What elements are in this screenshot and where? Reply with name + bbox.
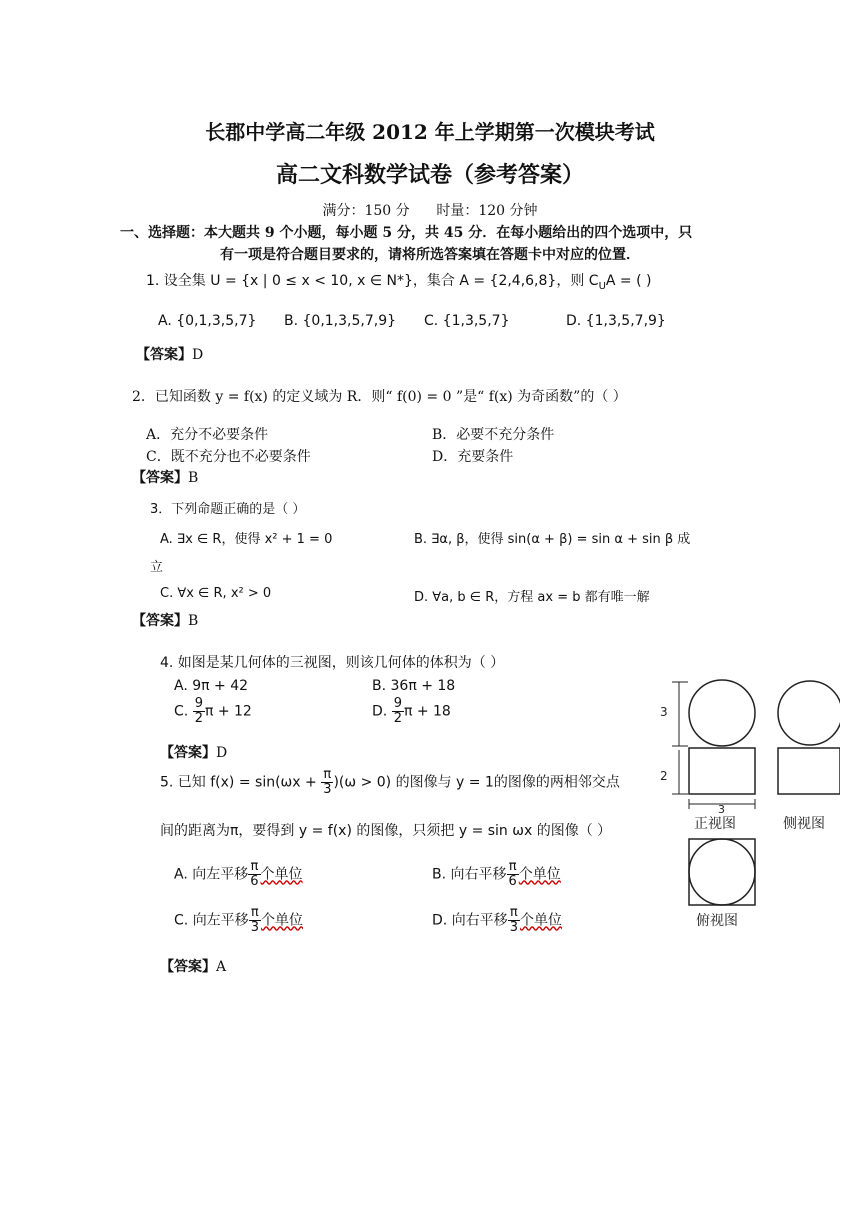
q4-stem: 4. 如图是某几何体的三视图，则该几何体的体积为（ ） xyxy=(160,655,505,671)
fraction-numerator: π xyxy=(248,860,260,875)
q4-option-d xyxy=(372,697,451,726)
q5-stem-fraction xyxy=(321,768,333,797)
three-view-figure xyxy=(650,672,840,942)
option-text: 向右平移 xyxy=(450,866,507,883)
q3-stem: 3．下列命题正确的是（ ） xyxy=(150,502,306,517)
q4-option-b: B. 36π + 18 xyxy=(372,678,456,694)
option-letter: B. xyxy=(432,866,447,883)
q3-option-b-wrap: 立 xyxy=(150,560,164,575)
fraction-denominator: 6 xyxy=(250,874,259,889)
option-text: 向左平移 xyxy=(192,912,249,929)
fraction-numerator: π xyxy=(507,860,519,875)
q5-option-b xyxy=(432,860,561,889)
exam-meta: 满分：150 分 时量：120 分钟 xyxy=(322,203,538,219)
answer-label: 【答案】 xyxy=(136,347,192,363)
q5-stem-line1 xyxy=(160,768,620,797)
q5-option-d xyxy=(432,906,562,935)
q1-stem-tail: A = ( ) xyxy=(605,273,652,289)
fraction-denominator: 2 xyxy=(194,711,203,726)
q4-option-a: A. 9π + 42 xyxy=(174,678,249,694)
section-heading-line1: 一、选择题：本大题共 9 个小题，每小题 5 分，共 45 分．在每小题给出的四个选项中，只 xyxy=(120,225,693,241)
q1-answer-value: D xyxy=(192,347,204,363)
q4-option-c-fraction xyxy=(193,697,205,726)
fraction-numerator: π xyxy=(249,906,261,921)
answer-label: 【答案】 xyxy=(132,470,188,486)
q5-option-c xyxy=(174,906,303,935)
option-unit: 个单位 xyxy=(519,912,562,929)
option-fraction xyxy=(508,906,520,935)
fraction-denominator: 3 xyxy=(323,782,332,797)
option-text: 向左平移 xyxy=(192,866,249,883)
q2-answer-value: B xyxy=(188,470,199,486)
q4-option-c-letter: C. xyxy=(174,703,189,720)
q3-option-b: B. ∃α, β，使得 sin(α + β) = sin α + sin β 成 xyxy=(414,532,691,547)
top-view-circle xyxy=(689,839,755,905)
q4-option-c xyxy=(174,697,252,726)
fraction-numerator: π xyxy=(321,768,333,783)
q1-stem-text: 1. 设全集 U = {x | 0 ≤ x < 10, x ∈ N*}，集合 A = {2,4,6,8}，则 C xyxy=(146,273,599,289)
label-front-view: 正视图 xyxy=(694,816,736,832)
q3-answer xyxy=(132,610,198,630)
q3-option-c: C. ∀x ∈ R, x² > 0 xyxy=(160,586,272,601)
q5-stem-a: 5. 已知 f(x) = sin(ωx + xyxy=(160,774,317,791)
q3-option-a: A. ∃x ∈ R，使得 x² + 1 = 0 xyxy=(160,532,333,547)
fraction-denominator: 6 xyxy=(508,874,517,889)
option-text: 向右平移 xyxy=(451,912,508,929)
front-view-circle xyxy=(689,680,755,746)
fraction-numerator: 9 xyxy=(393,696,402,711)
front-view-rect xyxy=(689,748,755,794)
q1-answer xyxy=(136,344,203,364)
answer-label: 【答案】 xyxy=(132,613,188,629)
fraction-denominator: 3 xyxy=(250,920,259,935)
q4-option-d-text: π + 18 xyxy=(403,703,451,720)
section-heading-line2: 有一项是符合题目要求的，请将所选答案填在答题卡中对应的位置． xyxy=(220,247,640,263)
q2-option-c: C．既不充分也不必要条件 xyxy=(146,449,311,465)
q4-answer xyxy=(160,742,227,762)
q2-option-b: B．必要不充分条件 xyxy=(432,427,555,443)
fraction-denominator: 3 xyxy=(509,920,518,935)
side-view-circle xyxy=(778,681,840,745)
label-side-view: 侧视图 xyxy=(783,816,825,832)
option-letter: C. xyxy=(174,912,189,929)
q2-option-a: A．充分不必要条件 xyxy=(146,427,269,443)
q2-option-d: D．充要条件 xyxy=(432,449,514,465)
q4-answer-value: D xyxy=(216,745,228,761)
fraction-numerator: π xyxy=(508,906,520,921)
option-fraction xyxy=(507,860,519,889)
q1-option-a: A. {0,1,3,5,7} xyxy=(158,313,257,329)
q1-stem xyxy=(146,270,651,292)
school-title: 长郡中学高二年级 2012 年上学期第一次模块考试 xyxy=(205,120,655,144)
q5-answer xyxy=(160,956,226,976)
q1-option-c: C. {1,3,5,7} xyxy=(424,313,510,329)
q4-option-d-fraction xyxy=(392,697,404,726)
q2-answer xyxy=(132,467,198,487)
fraction-numerator: 9 xyxy=(194,696,203,711)
side-view-rect xyxy=(778,748,840,794)
q5-answer-value: A xyxy=(216,959,227,975)
answer-label: 【答案】 xyxy=(160,745,216,761)
answer-label: 【答案】 xyxy=(160,959,216,975)
q3-answer-value: B xyxy=(188,613,199,629)
q5-option-a xyxy=(174,860,303,889)
q1-option-d: D. {1,3,5,7,9} xyxy=(566,313,666,329)
q4-option-d-letter: D. xyxy=(372,703,388,720)
option-letter: D. xyxy=(432,912,448,929)
option-fraction xyxy=(248,860,260,889)
q4-option-c-text: π + 12 xyxy=(204,703,252,720)
q5-stem-line2: 间的距离为π，要得到 y = f(x) 的图像，只须把 y = sin ωx 的图像（ ） xyxy=(160,823,612,839)
dim-label-width: 3 xyxy=(718,803,725,816)
dim-label-top: 3 xyxy=(660,705,668,719)
q1-option-b: B. {0,1,3,5,7,9} xyxy=(284,313,397,329)
q5-stem-b: )(ω > 0) 的图像与 y = 1的图像的两相邻交点 xyxy=(333,774,620,791)
fraction-denominator: 2 xyxy=(393,711,402,726)
label-top-view: 俯视图 xyxy=(696,913,738,929)
q2-stem: 2．已知函数 y = f(x) 的定义域为 R．则“ f(0) = 0 ”是“ f(x) 为奇函数”的（ ） xyxy=(132,389,627,405)
option-unit: 个单位 xyxy=(518,866,561,883)
option-unit: 个单位 xyxy=(260,912,303,929)
paper-title: 高二文科数学试卷（参考答案） xyxy=(275,162,584,188)
dim-label-bottom: 2 xyxy=(660,769,668,783)
option-unit: 个单位 xyxy=(260,866,303,883)
q3-option-d: D. ∀a, b ∈ R，方程 ax = b 都有唯一解 xyxy=(414,590,650,605)
option-fraction xyxy=(249,906,261,935)
q1-stem-sub: U xyxy=(598,280,606,292)
option-letter: A. xyxy=(174,866,188,883)
